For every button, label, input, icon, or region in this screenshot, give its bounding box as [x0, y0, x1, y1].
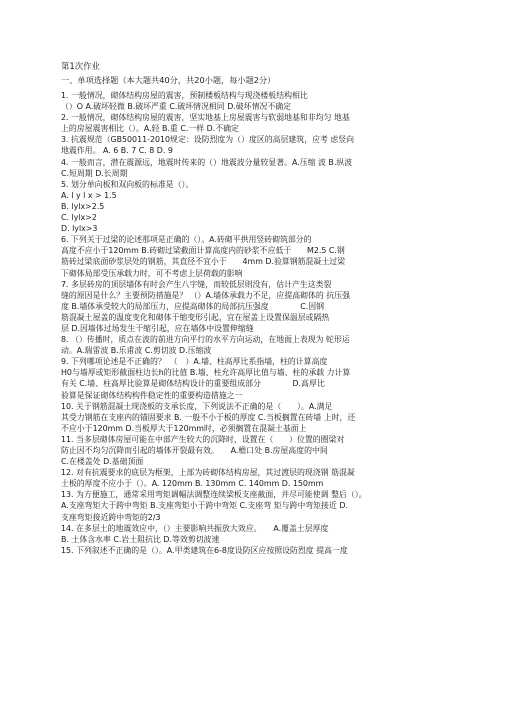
text-line: C. lylx>2 [61, 213, 97, 223]
text-line: 15. 下列叙述不正确的是（）。A.甲类建筑在6-8度设防区应按照设防烈度 提高一度 [61, 545, 348, 555]
text-line: 下砌体局部受压承载力时，可不考虑上层荷载的影响 [61, 268, 243, 278]
text-line: 缝的原因是什么？主要预防措施是？ （）A.墙体承载力不足，应提高砌体的 抗压强 [61, 290, 350, 300]
question-list [61, 90, 469, 556]
text-line: 动。A.瑞雷波 B.乐甫波 C.剪切波 D.压缩波 [61, 346, 212, 356]
text-line: 其受力钢筋在支座内的锚固要求 B. 一般不小于板的厚度 C.当板搁置在砖墙 上时，还 [61, 412, 356, 422]
text-line: 上的房屋震害相比（）。A.轻 B.重 C.一样 D.不确定 [61, 124, 239, 134]
text-line: 地震作用。 A. 6 B. 7 C. 8 D. 9 [61, 146, 173, 156]
assignment-title: 第1次作业 [61, 61, 100, 71]
text-line: 筋砖过梁底面砂浆层处的钢筋，其直径不宜小于 4mm D.验算钢筋混凝土过梁 [61, 257, 345, 267]
text-line: C.短周期 D.长周期 [61, 168, 128, 178]
text-line: 5. 划分单向板和双向板的标准是（）。 [61, 179, 194, 189]
text-line: 不应小于120mm D.当板厚大于120mm时，必须搁置在混凝土基面上 [61, 423, 307, 433]
text-line: 高度不应小于120mm B.砖砌过梁截面计算高度内的砂浆不应低于 M2.5 C.钢 [61, 246, 345, 256]
text-line: 10. 关于钢筋混凝土现浇板的支承长度，下列说法不正确的是（ ）。A.满足 [61, 401, 333, 411]
text-line: H0与墙厚或矩形截面柱边长h的比值 B.墙、柱允许高厚比值与墙、柱的承载 力计算 [61, 368, 351, 378]
text-line: 度 B.墙体承受较大的局部压力，应提高砌体的局部抗压强度 C.因钢 [61, 301, 325, 311]
text-line: 6. 下列关于过梁的论述那项是正确的（）。A.砖砌平拱用竖砖砌筑部分的 [61, 235, 312, 245]
text-line: 11. 当多层砌体房屋可能在中部产生较大的沉降时，设置在（ ）位置的圈梁对 [61, 434, 345, 444]
text-line: D. lylx>3 [61, 224, 98, 234]
text-line: （）O A.破坏轻微 B.破坏严重 C.破坏情况相同 D.破坏情况不确定 [61, 102, 292, 112]
text-line: 8. （）传播时，质点在波的前进方向平行的水平方向运动，在地面上表现为 蛇形运 [61, 335, 350, 345]
text-line: 土板的厚度不应小于（）。A. 120mm B. 130mm C. 140mm D. 150mm [61, 479, 324, 489]
section-heading: 一、单项选择题（本大题共40分，共20小题，每小题2分） [61, 75, 276, 85]
text-line: A. l y l x > 1.5 [61, 190, 117, 200]
text-line: 12. 对有抗震要求的底层为框架，上部为砖砌体结构房屋，其过渡层的现浇钢 筋混凝 [61, 468, 355, 478]
text-line: 1. 一般情况，砌体结构房屋的震害，预制楼板结构与现浇楼板结构相比 [61, 91, 308, 100]
text-line: 3. 抗震规范（GB50011-2010规定：设防烈度为（）度区的高层建筑，应考 虑竖向 [61, 135, 355, 145]
text-line: 有关 C.墙、柱高厚比验算是砌体结构设计的重要组成部分 D.高厚比 [61, 379, 325, 389]
text-line: A.支座弯矩大于跨中弯矩 B.支座弯矩小于跨中弯矩 C.支座弯 矩与跨中弯矩接近 D. [61, 501, 348, 511]
text-line: 13. 为方便施工，通常采用弯矩调幅法调整连续梁板支座截面，并尽可能使调 整后（）。 [61, 490, 367, 500]
text-line: 层 D.因墙体过场发生干缩引起，应在墙体中设置伸缩缝 [61, 323, 254, 333]
text-line: B. 土体含水率 C.岩土阻抗比 D.等效剪切波速 [61, 534, 220, 544]
text-line: 9. 下列哪项论述是不正确的？ （ ）A.墙、柱高厚比系指墙，柱的计算高度 [61, 357, 328, 367]
text-line: B. lylx>2.5 [61, 201, 105, 211]
text-line: C.在楼盖处 D.基础顶面 [61, 457, 144, 467]
text-line: 防止因不均匀沉降而引起的墙体开裂最有效。 A.檐口处 B.房屋高度的中间 [61, 446, 328, 455]
text-line: 2. 一般情况，砌体结构房屋的震害，坚实地基上房屋震害与软弱地基和非均匀 地基 [61, 113, 350, 123]
text-line: 7. 多层砖房的顶层墙体有时会产生八字缝，而较低层则没有，估计产生这类裂 [61, 279, 332, 289]
text-line: 支座弯矩接近跨中弯矩的2/3 [61, 512, 161, 522]
text-line: 4. 一般而言，潜在震源远，地震时传来的（）地震波分量较显著。A.压缩 波 B.纵波 [61, 157, 353, 167]
text-line: 14. 在多层土的地震效应中，（）主要影响共振放大效应。 A.覆盖土层厚度 [61, 523, 329, 533]
text-line: 筋混凝土屋盖的温度变化和砌体干缩变形引起，宜在屋盖上设置保温层或隔热 [61, 312, 330, 322]
text-line: 验算是保证砌体结构构件稳定性的重要构造措施之一 [61, 390, 243, 400]
